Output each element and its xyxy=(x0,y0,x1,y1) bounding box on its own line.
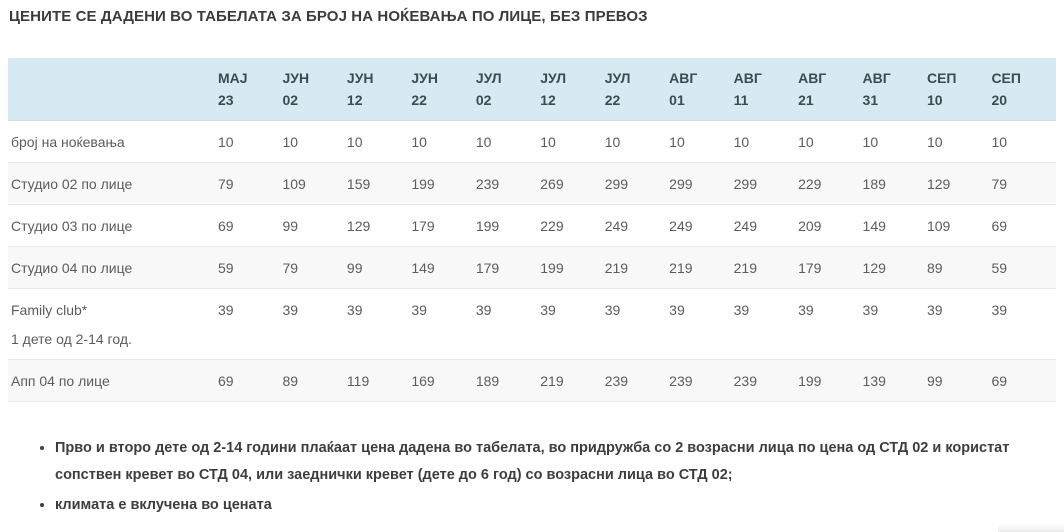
price-cell: 189 xyxy=(476,360,540,402)
price-cell: 99 xyxy=(927,360,991,402)
price-cell: 129 xyxy=(347,205,411,247)
price-cell: 199 xyxy=(411,163,475,205)
column-header xyxy=(218,58,282,121)
column-day-label: 23 xyxy=(218,92,234,108)
table-header xyxy=(8,58,1056,121)
price-cell: 249 xyxy=(734,205,798,247)
price-cell: 159 xyxy=(347,163,411,205)
column-header xyxy=(347,58,411,121)
price-cell: 10 xyxy=(863,121,927,163)
price-cell: 39 xyxy=(798,289,862,360)
column-header xyxy=(798,58,862,121)
price-cell: 39 xyxy=(218,289,282,360)
column-header xyxy=(991,58,1056,121)
price-cell: 10 xyxy=(605,121,669,163)
price-cell: 10 xyxy=(798,121,862,163)
column-month-label: ЈУН xyxy=(411,70,438,86)
price-cell: 10 xyxy=(282,121,346,163)
pricing-section xyxy=(0,8,1064,519)
price-cell: 79 xyxy=(282,247,346,289)
price-cell: 199 xyxy=(476,205,540,247)
price-cell: 299 xyxy=(605,163,669,205)
price-cell: 129 xyxy=(927,163,991,205)
column-month-label: СЕП xyxy=(991,70,1021,86)
price-cell: 299 xyxy=(734,163,798,205)
price-cell: 109 xyxy=(282,163,346,205)
row-label: Family club* 1 дете од 2-14 год. xyxy=(8,289,218,360)
column-header xyxy=(605,58,669,121)
price-cell: 129 xyxy=(863,247,927,289)
row-label: Студио 02 по лице xyxy=(8,163,218,205)
price-cell: 69 xyxy=(991,360,1056,402)
column-day-label: 01 xyxy=(669,92,685,108)
price-cell: 99 xyxy=(282,205,346,247)
table-row xyxy=(8,163,1056,205)
price-cell: 229 xyxy=(798,163,862,205)
price-cell: 299 xyxy=(669,163,733,205)
column-day-label: 02 xyxy=(282,92,299,108)
column-day-label: 22 xyxy=(411,92,427,108)
column-month-label: АВГ xyxy=(733,70,762,86)
note-item: • Прво и второ дете од 2-14 години плаќаат цена дадена во табелата, во придружба со 2 возрасни лица по цена од СТД 02 и користат сопствен кревет во СТД 04, или заеднички кревет (дете до 6 год) со возрасни лица во СТД 02; xyxy=(55,435,1040,489)
notes-list xyxy=(8,435,1056,519)
table-row xyxy=(8,205,1056,247)
price-cell: 79 xyxy=(991,163,1056,205)
row-label: број на ноќевања xyxy=(8,121,218,163)
price-cell: 10 xyxy=(540,121,604,163)
column-day-label: 12 xyxy=(540,92,556,108)
header-row xyxy=(8,58,1056,121)
price-cell: 149 xyxy=(863,205,927,247)
price-cell: 219 xyxy=(605,247,669,289)
price-cell: 10 xyxy=(927,121,991,163)
price-cell: 39 xyxy=(669,289,733,360)
price-cell: 39 xyxy=(476,289,540,360)
table-row xyxy=(8,247,1056,289)
price-cell: 179 xyxy=(411,205,475,247)
price-cell: 69 xyxy=(991,205,1056,247)
price-cell: 39 xyxy=(734,289,798,360)
price-cell: 39 xyxy=(863,289,927,360)
column-header xyxy=(734,58,798,121)
column-header xyxy=(669,58,733,121)
price-cell: 69 xyxy=(218,205,282,247)
price-cell: 89 xyxy=(927,247,991,289)
price-cell: 10 xyxy=(347,121,411,163)
column-month-label: ЈУН xyxy=(282,70,310,86)
table-row xyxy=(8,121,1056,163)
price-cell: 10 xyxy=(669,121,733,163)
price-table xyxy=(8,58,1056,402)
column-month-label: СЕП xyxy=(926,70,957,86)
price-cell: 179 xyxy=(476,247,540,289)
table-row xyxy=(8,289,1056,360)
price-cell: 39 xyxy=(927,289,991,360)
table-body xyxy=(8,121,1056,402)
price-cell: 249 xyxy=(669,205,733,247)
price-cell: 39 xyxy=(411,289,475,360)
price-cell: 169 xyxy=(411,360,475,402)
column-month-label: МАЈ xyxy=(218,70,248,86)
price-cell: 99 xyxy=(347,247,411,289)
price-cell: 39 xyxy=(991,289,1056,360)
price-cell: 239 xyxy=(669,360,733,402)
price-cell: 229 xyxy=(540,205,604,247)
price-cell: 39 xyxy=(540,289,604,360)
price-cell: 59 xyxy=(991,247,1056,289)
column-day-label: 10 xyxy=(926,92,943,108)
price-cell: 149 xyxy=(411,247,475,289)
price-cell: 239 xyxy=(605,360,669,402)
column-header xyxy=(927,58,991,121)
column-day-label: 12 xyxy=(346,92,363,108)
price-cell: 219 xyxy=(669,247,733,289)
row-label: Студио 04 по лице xyxy=(8,247,218,289)
note-item: • климата е вклучена во цената xyxy=(55,492,1040,519)
column-header xyxy=(863,58,927,121)
column-month-label: ЈУЛ xyxy=(475,70,502,86)
column-month-label: ЈУН xyxy=(346,70,374,86)
table-row xyxy=(8,360,1056,402)
scroll-top-button[interactable] xyxy=(998,523,1064,532)
column-header xyxy=(540,58,604,121)
price-cell: 189 xyxy=(863,163,927,205)
column-month-label: АВГ xyxy=(798,70,827,86)
price-cell: 69 xyxy=(218,360,282,402)
price-cell: 209 xyxy=(798,205,862,247)
price-cell: 59 xyxy=(218,247,282,289)
price-cell: 119 xyxy=(347,360,411,402)
row-sublabel: 1 дете од 2-14 год. xyxy=(11,331,132,347)
column-header xyxy=(282,58,346,121)
column-day-label: 31 xyxy=(862,92,879,108)
column-month-label: ЈУЛ xyxy=(604,70,631,86)
column-day-label: 20 xyxy=(991,92,1008,108)
price-cell: 219 xyxy=(734,247,798,289)
price-cell: 199 xyxy=(540,247,604,289)
column-month-label: АВГ xyxy=(862,70,891,86)
price-cell: 199 xyxy=(798,360,862,402)
price-cell: 79 xyxy=(218,163,282,205)
column-day-label: 11 xyxy=(733,92,749,108)
price-cell: 39 xyxy=(347,289,411,360)
column-day-label: 02 xyxy=(475,92,492,108)
price-cell: 249 xyxy=(605,205,669,247)
price-cell: 39 xyxy=(605,289,669,360)
row-label: Апп 04 по лице xyxy=(8,360,218,402)
price-cell: 219 xyxy=(540,360,604,402)
page-title: ЦЕНИТЕ СЕ ДАДЕНИ ВО ТАБЕЛАТА ЗА БРОЈ НА НОЌЕВАЊА ПО ЛИЦЕ, БЕЗ ПРЕВОЗ xyxy=(9,8,648,25)
price-cell: 139 xyxy=(863,360,927,402)
column-day-label: 22 xyxy=(604,92,621,108)
price-cell: 239 xyxy=(734,360,798,402)
price-cell: 179 xyxy=(798,247,862,289)
column-header xyxy=(476,58,540,121)
column-day-label: 21 xyxy=(798,92,814,108)
price-cell: 10 xyxy=(218,121,282,163)
price-cell: 269 xyxy=(540,163,604,205)
price-cell: 10 xyxy=(991,121,1056,163)
price-cell: 10 xyxy=(734,121,798,163)
price-cell: 10 xyxy=(476,121,540,163)
column-header xyxy=(411,58,475,121)
column-month-label: АВГ xyxy=(669,70,698,86)
corner-cell xyxy=(8,58,218,121)
row-label: Студио 03 по лице xyxy=(8,205,218,247)
price-cell: 89 xyxy=(282,360,346,402)
price-cell: 109 xyxy=(927,205,991,247)
price-cell: 239 xyxy=(476,163,540,205)
column-month-label: ЈУЛ xyxy=(540,70,567,86)
price-cell: 10 xyxy=(411,121,475,163)
price-cell: 39 xyxy=(282,289,346,360)
